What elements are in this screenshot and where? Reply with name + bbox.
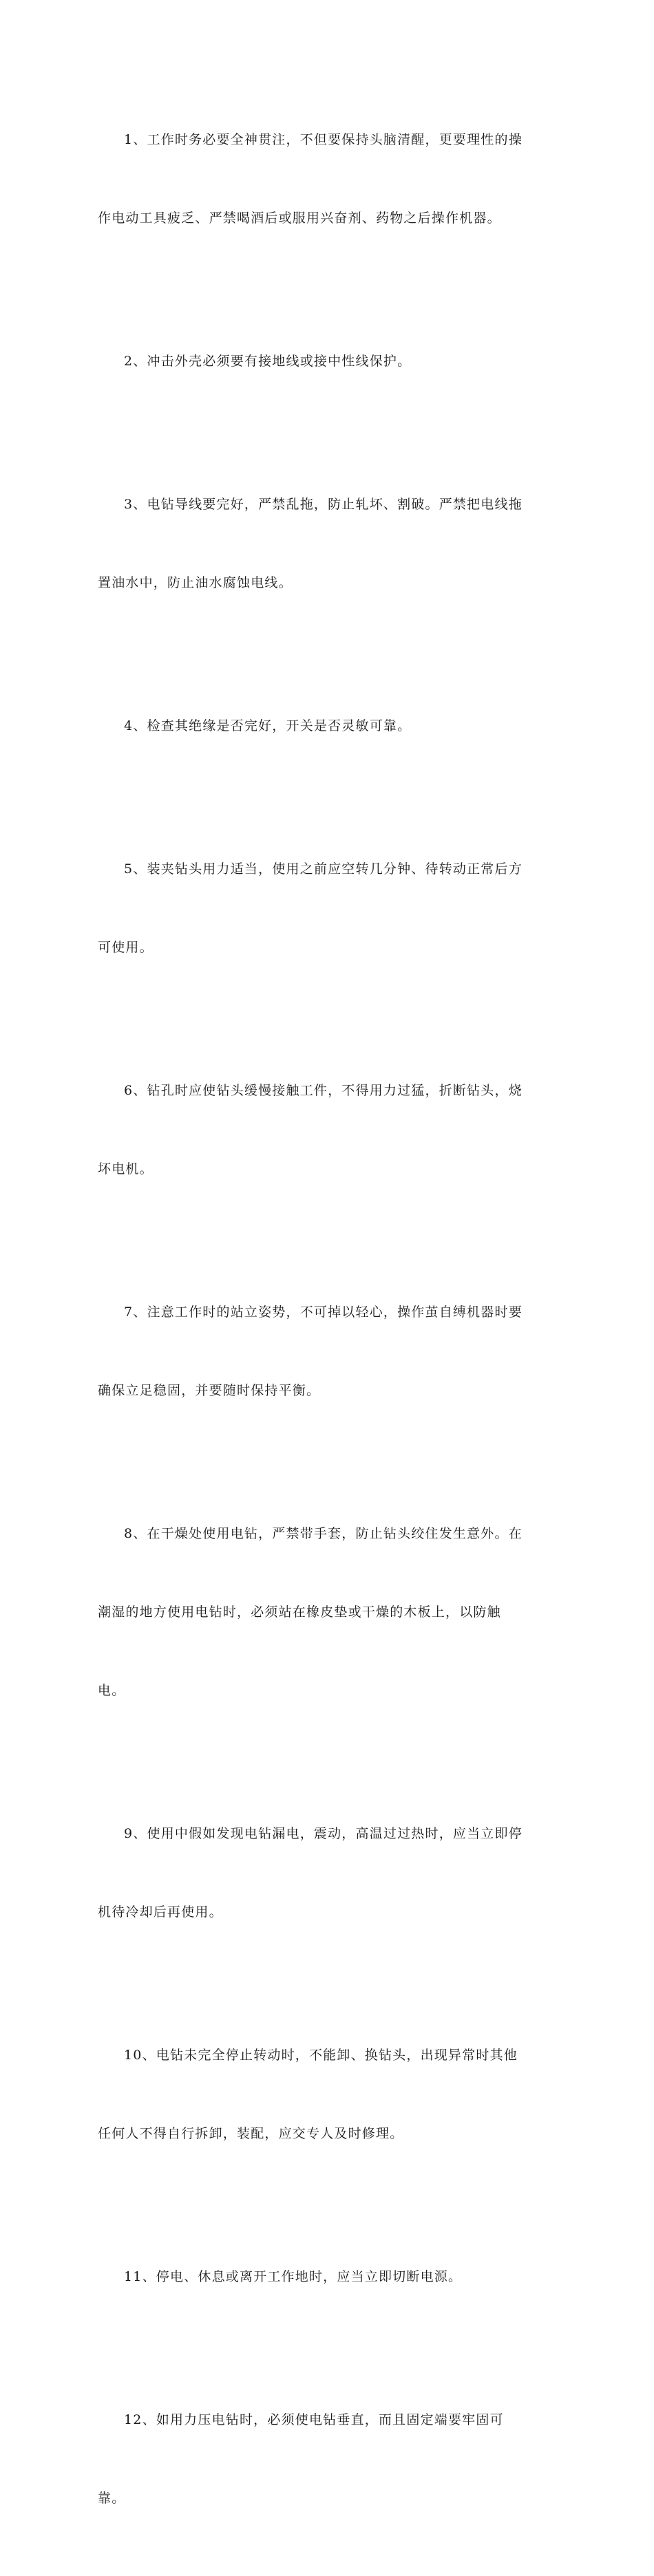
paragraph-8 xyxy=(98,1468,555,1756)
paragraph-line: 5、装夹钻头用力适当，使用之前应空转几分钟、待转动正常后方 xyxy=(124,861,523,877)
paragraph-line: 电。 xyxy=(98,1683,126,1698)
paragraph-6 xyxy=(98,1025,555,1234)
paragraph-line: 9、使用中假如发现电钻漏电，震动，高温过过热时，应当立即停 xyxy=(124,1826,523,1841)
paragraph-11 xyxy=(98,2211,555,2342)
paragraph-line: 4、检查其绝缘是否完好，开关是否灵敏可靠。 xyxy=(124,718,412,733)
paragraph-line: 置油水中，防止油水腐蚀电线。 xyxy=(98,575,293,590)
paragraph-line: 任何人不得自行拆卸，装配，应交专人及时修理。 xyxy=(98,2126,404,2141)
paragraph-2 xyxy=(98,296,555,427)
paragraph-line: 坏电机。 xyxy=(98,1161,154,1177)
paragraph-line: 6、钻孔时应使钻头缓慢接触工件，不得用力过猛，折断钻头，烧 xyxy=(124,1083,523,1098)
paragraph-4 xyxy=(98,661,555,791)
paragraph-line: 机待冷却后再使用。 xyxy=(98,1904,223,1920)
paragraph-line: 可使用。 xyxy=(98,940,154,955)
paragraph-line: 11、停电、休息或离开工作地时，应当立即切断电源。 xyxy=(124,2269,463,2284)
paragraph-1 xyxy=(98,74,555,283)
paragraph-line: 10、电钻未完全停止转动时，不能卸、换钻头，出现异常时其他 xyxy=(124,2048,518,2063)
paragraph-3 xyxy=(98,439,555,648)
paragraph-line: 3、电钻导线要完好，严禁乱拖，防止轧坏、割破。严禁把电线拖 xyxy=(124,497,523,512)
paragraph-line: 确保立足稳固，并要随时保持平衡。 xyxy=(98,1383,321,1398)
paragraph-line: 12、如用力压电钻时，必须使电钻垂直，而且固定端要牢固可 xyxy=(124,2412,504,2427)
paragraph-line: 8、在干燥处使用电钻，严禁带手套，防止钻头绞住发生意外。在 xyxy=(124,1526,523,1541)
paragraph-line: 1、工作时务必要全神贯注，不但要保持头脑清醒，更要理性的操 xyxy=(124,132,523,147)
paragraph-9 xyxy=(98,1768,555,1977)
paragraph-line: 2、冲击外壳必须要有接地线或接中性线保护。 xyxy=(124,354,412,369)
paragraph-line: 7、注意工作时的站立姿势，不可掉以轻心，操作茧自缚机器时要 xyxy=(124,1305,523,1320)
paragraph-10 xyxy=(98,1990,555,2199)
paragraph-line: 作电动工具疲乏、严禁喝酒后或服用兴奋剂、药物之后操作机器。 xyxy=(98,211,501,226)
paragraph-12 xyxy=(98,2354,555,2564)
document-body xyxy=(98,74,555,2576)
paragraph-5 xyxy=(98,804,555,1013)
paragraph-line: 潮湿的地方使用电钻时，必须站在橡皮垫或干燥的木板上，以防触 xyxy=(98,1604,501,1620)
paragraph-line: 靠。 xyxy=(98,2491,126,2506)
paragraph-7 xyxy=(98,1247,555,1456)
